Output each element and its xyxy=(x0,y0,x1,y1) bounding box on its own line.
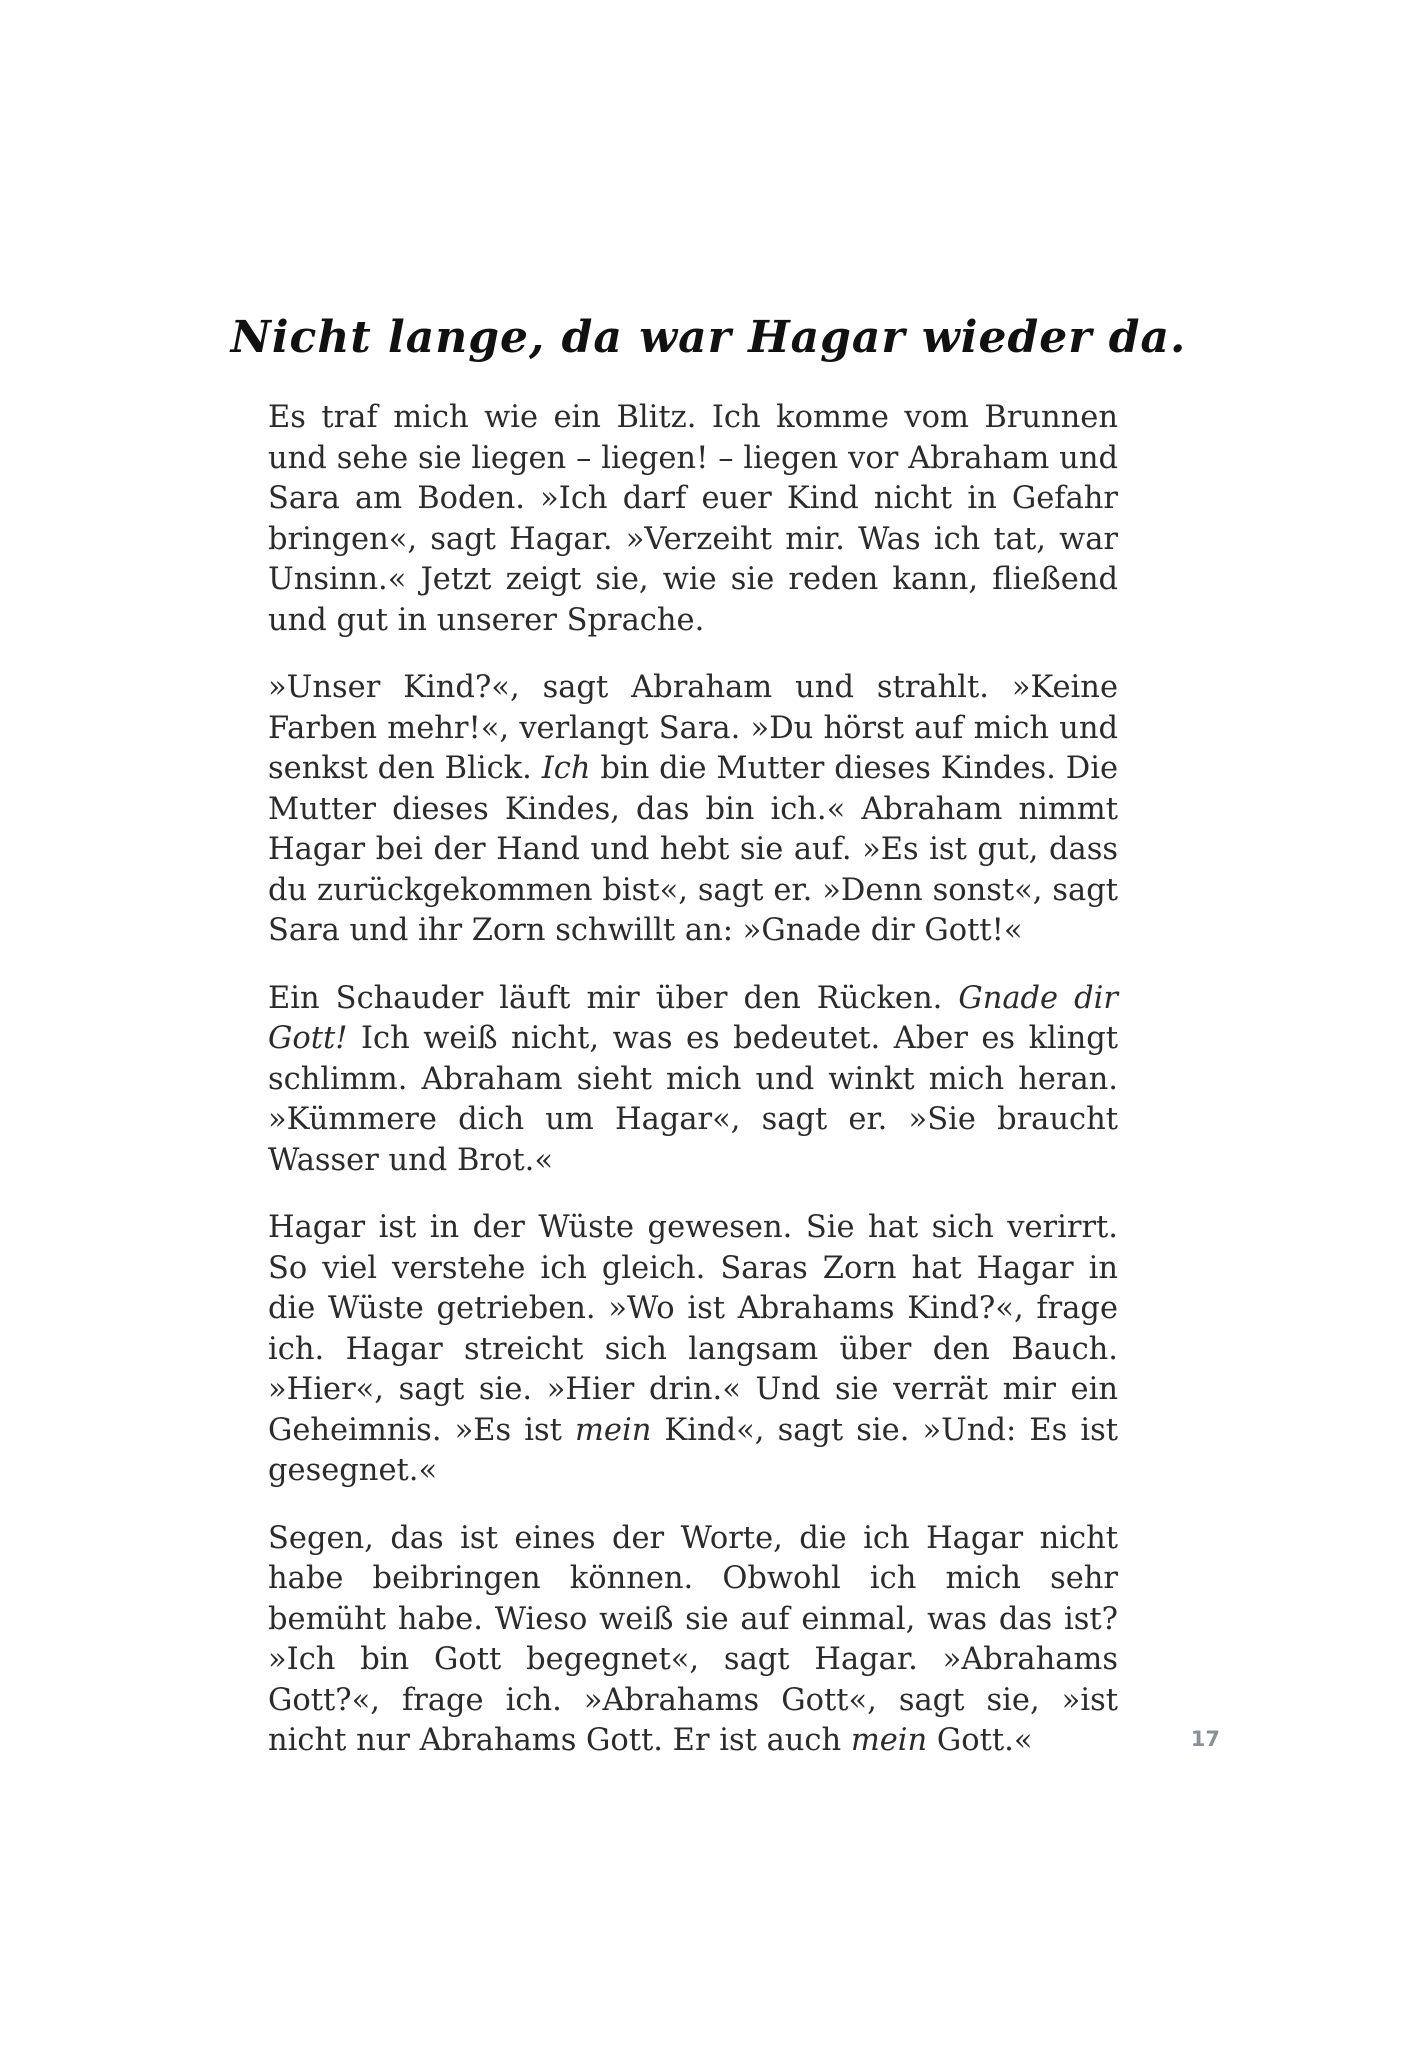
paragraph-3-emphasis-gnade: Gnade dir Gott! xyxy=(268,980,1118,1056)
paragraph-1-segment-1: Es traf mich wie ein Blitz. Ich komme vom Brunnen und sehe sie liegen – liegen! – liegen vor Abraham und Sara am Boden. »Ich darf euer Kind nicht in Gefahr bringen«, sagt Hagar. »Verzeiht mir. Was ich tat, war Unsinn.« Jetzt zeigt sie, wie sie reden kann, fließend und gut in unserer Sprache. xyxy=(268,400,1118,638)
paragraph-4 xyxy=(268,1208,1118,1492)
paragraph-5-segment-3: Gott.« xyxy=(927,1723,1033,1758)
paragraph-3-segment-1: Ein Schauder läuft mir über den Rücken. xyxy=(268,980,959,1016)
paragraph-5-segment-1: Segen, das ist eines der Worte, die ich Hagar nicht habe beibringen können. Obwohl ich mich sehr bemüht habe. Wieso weiß sie auf einmal, was das ist? »Ich bin Gott begegnet«, sagt Hagar. »Abrahams Gott?«, frage ich. »Abrahams Gott«, sagt sie, »ist nicht nur Abrahams Gott. Er ist auch xyxy=(268,1520,1118,1758)
paragraph-2-emphasis-ich: Ich xyxy=(541,751,591,786)
paragraph-4-segment-1: Hagar ist in der Wüste gewesen. Sie hat sich verirrt. So viel verstehe ich gleich. Saras Zorn hat Hagar in die Wüste getrieben. »Wo ist Abrahams Kind?«, frage ich. Hagar streicht sich langsam über den Bauch. »Hier«, sagt sie. »Hier drin.« Und sie verrät mir ein Geheimnis. »Es ist xyxy=(268,1210,1118,1448)
paragraph-3 xyxy=(268,979,1118,1182)
paragraph-3-segment-3: Ich weiß nicht, was es bedeutet. Aber es klingt schlimm. Abraham sieht mich und winkt mich heran. »Kümmere dich um Hagar«, sagt er. »Sie braucht Wasser und Brot.« xyxy=(268,1021,1118,1178)
paragraph-5 xyxy=(268,1519,1118,1762)
paragraph-2-segment-3: bin die Mutter dieses Kindes. Die Mutter dieses Kindes, das bin ich.« Abraham nimmt Hagar bei der Hand und hebt sie auf. »Es ist gut, dass du zurückgekommen bist«, sagt er. »Denn sonst«, sagt Sara und ihr Zorn schwillt an: »Gnade dir Gott!« xyxy=(268,751,1118,948)
paragraph-2-segment-1: »Unser Kind?«, sagt Abraham und strahlt. »Keine Farben mehr!«, verlangt Sara. »Du hörst auf mich und senkst den Blick. xyxy=(268,670,1118,786)
body-text xyxy=(268,398,1118,1789)
paragraph-4-emphasis-mein: mein xyxy=(574,1412,652,1448)
paragraph-1 xyxy=(268,398,1118,641)
chapter-heading: Nicht lange, da war Hagar wieder da. xyxy=(230,312,1187,363)
page-number: 17 xyxy=(1190,1727,1220,1751)
paragraph-5-emphasis-mein: mein xyxy=(850,1723,928,1758)
paragraph-2 xyxy=(268,668,1118,952)
paragraph-4-segment-3: Kind«, sagt sie. »Und: Es ist gesegnet.« xyxy=(268,1412,1118,1488)
